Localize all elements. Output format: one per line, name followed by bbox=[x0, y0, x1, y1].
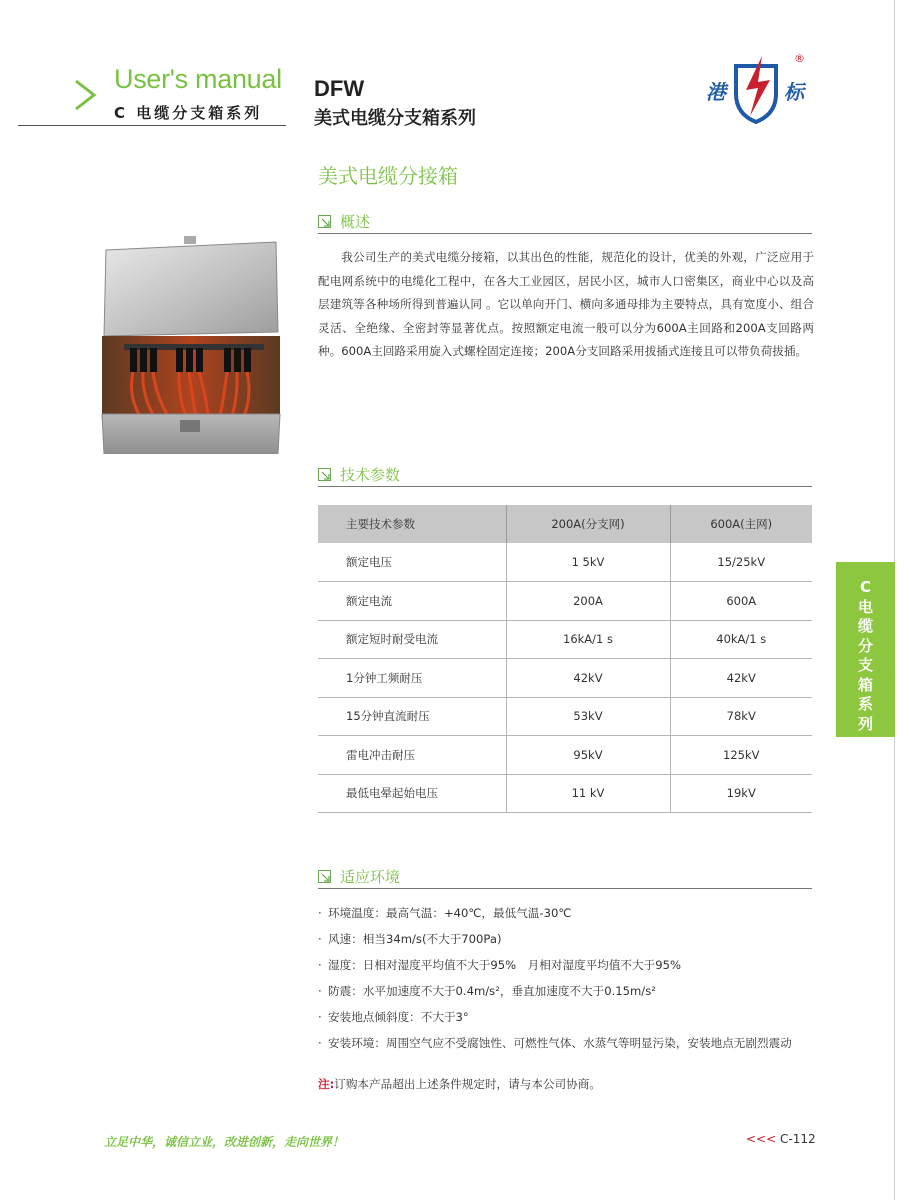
table-row bbox=[318, 659, 812, 698]
registered-mark: ® bbox=[794, 52, 805, 65]
logo-left-char: 港 bbox=[706, 80, 726, 104]
list-item-text: 防震：水平加速度不大于0.4m/s²，垂直加速度不大于0.15m/s² bbox=[328, 984, 656, 998]
series-label: C 电缆分支箱系列 bbox=[114, 104, 263, 122]
table-cell: 78kV bbox=[670, 697, 812, 736]
table-cell: 1分钟工频耐压 bbox=[318, 659, 506, 698]
table-cell: 15/25kV bbox=[670, 543, 812, 582]
environment-list bbox=[318, 904, 792, 1060]
column-header: 主要技术参数 bbox=[318, 505, 506, 543]
lightning-shield-icon bbox=[730, 54, 782, 124]
side-tab-label: C 电 缆 分 支 箱 系 列 bbox=[857, 578, 873, 733]
column-header: 200A(分支网) bbox=[506, 505, 670, 543]
list-item bbox=[318, 1008, 792, 1034]
bullet: · bbox=[318, 984, 322, 998]
header-divider bbox=[18, 125, 286, 126]
section-heading-overview bbox=[318, 212, 812, 234]
table-cell: 额定电流 bbox=[318, 582, 506, 621]
manual-label: User's manual bbox=[114, 64, 282, 94]
table-cell: 200A bbox=[506, 582, 670, 621]
side-tab-series bbox=[836, 562, 895, 737]
section-label: 适应环境 bbox=[340, 868, 401, 886]
company-slogan: 立足中华，诚信立业，改进创新，走向世界！ bbox=[104, 1135, 345, 1149]
order-note bbox=[318, 1076, 601, 1092]
table-cell: 53kV bbox=[506, 697, 670, 736]
arrow-box-icon bbox=[318, 215, 331, 228]
list-item-text: 安装环境：周围空气应不受腐蚀性、可燃性气体、水蒸气等明显污染，安装地点无剧烈震动 bbox=[328, 1036, 792, 1050]
arrow-box-icon bbox=[318, 468, 331, 481]
bullet: · bbox=[318, 932, 322, 946]
table-cell: 95kV bbox=[506, 736, 670, 775]
table-cell: 额定电压 bbox=[318, 543, 506, 582]
list-item bbox=[318, 1034, 792, 1060]
model-code: DFW bbox=[314, 76, 365, 101]
page-label: C-112 bbox=[776, 1132, 816, 1146]
arrow-box-icon bbox=[318, 870, 331, 883]
table-row bbox=[318, 582, 812, 621]
note-text: 订购本产品超出上述条件规定时，请与本公司协商。 bbox=[334, 1077, 601, 1091]
page-arrows: <<< bbox=[746, 1132, 777, 1146]
list-item-text: 湿度：日相对湿度平均值不大于95% 月相对湿度平均值不大于95% bbox=[328, 958, 681, 972]
table-cell: 42kV bbox=[506, 659, 670, 698]
overview-text: 我公司生产的美式电缆分接箱，以其出色的性能，规范化的设计，优美的外观，广泛应用于配电网系统中的电缆化工程中，在各大工业园区，居民小区，城市人口密集区，商业中心以及高层建筑等各种场所得到普遍认同 。它以单向开门、横向多通母排为主要特点，具有宽度小、组合灵活、全绝缘、全密封等显著优点。按照额定电流一般可以分为600A主回路和200A支回路两种。600A主回路采用旋入式螺栓固定连接；200A分支回路采用拔插式连接且可以带负荷拔插。 bbox=[318, 250, 814, 358]
table-cell: 16kA/1 s bbox=[506, 620, 670, 659]
table-header-row bbox=[318, 505, 812, 543]
table-row bbox=[318, 697, 812, 736]
section-heading-specs bbox=[318, 465, 812, 487]
section-heading-environment bbox=[318, 867, 812, 889]
chevron-right-icon bbox=[70, 78, 100, 112]
bullet: · bbox=[318, 1010, 322, 1024]
table-row bbox=[318, 543, 812, 582]
product-title: 美式电缆分接箱 bbox=[318, 164, 458, 188]
list-item-text: 安装地点倾斜度：不大于3° bbox=[328, 1010, 469, 1024]
table-cell: 125kV bbox=[670, 736, 812, 775]
table-cell: 雷电冲击耐压 bbox=[318, 736, 506, 775]
cable-box-photo bbox=[100, 236, 282, 454]
bullet: · bbox=[318, 906, 322, 920]
list-item bbox=[318, 904, 792, 930]
series-title: 美式电缆分支箱系列 bbox=[314, 108, 476, 129]
list-item bbox=[318, 956, 792, 982]
table-row bbox=[318, 736, 812, 775]
table-row bbox=[318, 620, 812, 659]
list-item-text: 环境温度：最高气温：+40℃，最低气温-30℃ bbox=[328, 906, 572, 920]
list-item-text: 风速：相当34m/s(不大于700Pa) bbox=[328, 932, 502, 946]
section-label: 技术参数 bbox=[340, 466, 401, 484]
table-cell: 最低电晕起始电压 bbox=[318, 774, 506, 813]
list-item bbox=[318, 930, 792, 956]
column-header: 600A(主网) bbox=[670, 505, 812, 543]
note-label: 注: bbox=[318, 1077, 335, 1091]
table-cell: 15分钟直流耐压 bbox=[318, 697, 506, 736]
section-label: 概述 bbox=[340, 213, 371, 231]
logo-right-char: 标 bbox=[784, 80, 804, 104]
table-cell: 42kV bbox=[670, 659, 812, 698]
brand-logo bbox=[706, 52, 818, 128]
bullet: · bbox=[318, 1036, 322, 1050]
table-cell: 19kV bbox=[670, 774, 812, 813]
list-item bbox=[318, 982, 792, 1008]
table-cell: 额定短时耐受电流 bbox=[318, 620, 506, 659]
table-row bbox=[318, 774, 812, 813]
spec-table bbox=[318, 505, 812, 813]
bullet: · bbox=[318, 958, 322, 972]
table-cell: 40kA/1 s bbox=[670, 620, 812, 659]
table-cell: 1 5kV bbox=[506, 543, 670, 582]
table-cell: 11 kV bbox=[506, 774, 670, 813]
page-number bbox=[746, 1132, 816, 1146]
table-cell: 600A bbox=[670, 582, 812, 621]
